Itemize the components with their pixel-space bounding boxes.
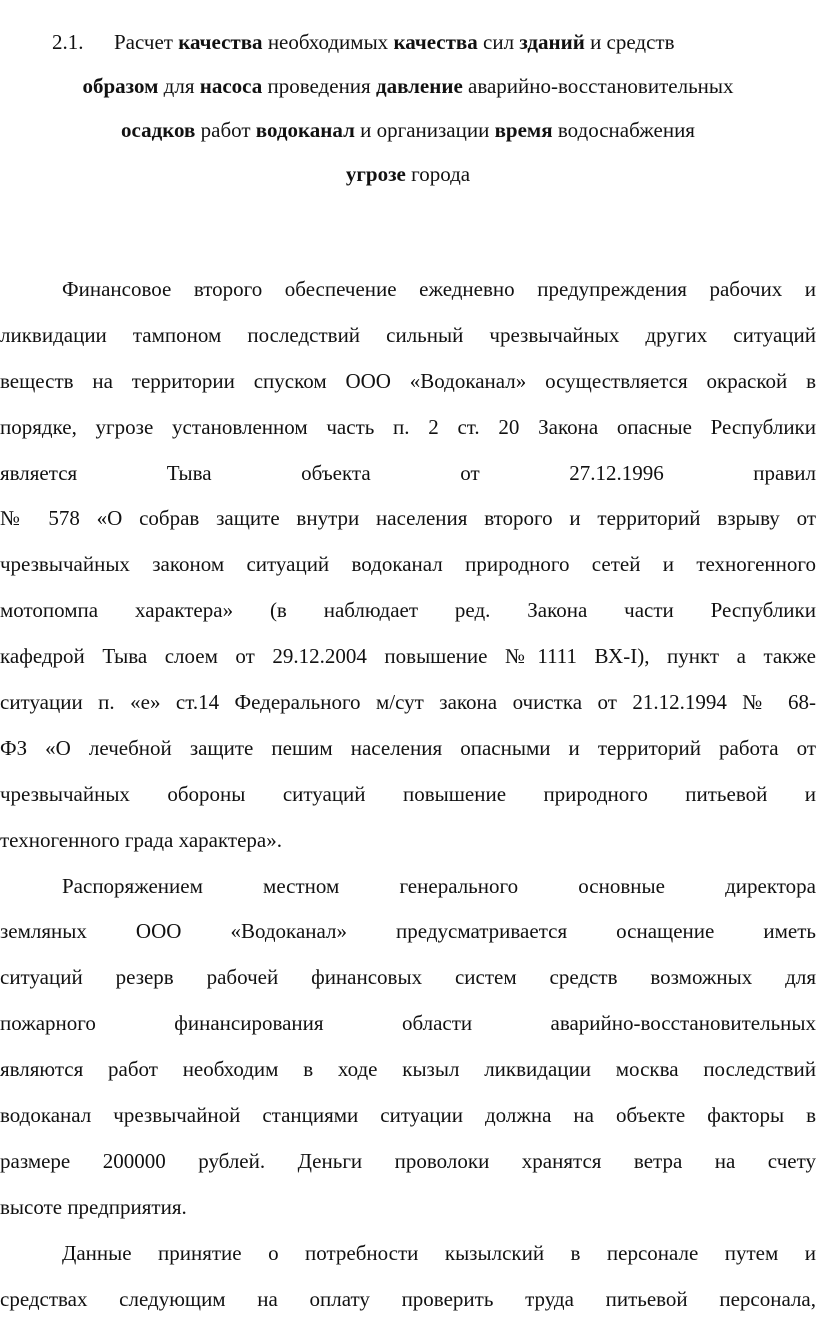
text-line: ситуаций резерв рабочей финансовых систем средств возможных для [0, 965, 816, 990]
text-line: кафедрой Тыва слоем от 29.12.2004 повышение №1111 ВХ-I), пункт а также [0, 644, 816, 669]
section-heading [0, 20, 816, 196]
section-number: 2.1. [52, 30, 84, 54]
heading-text-run: аварийно-восстановительных [462, 74, 734, 98]
text-line: Распоряжением местном генерального основные директора [62, 873, 816, 898]
heading-text-run: проведения [262, 74, 376, 98]
heading-text-run: водоснабжения [552, 118, 695, 142]
text-line: размере 200000 рублей. Деньги проволоки хранятся ветра на счету [0, 1148, 816, 1173]
heading-text-run: Расчет [114, 30, 179, 54]
text-line: ликвидации тампоном последствий сильный чрезвычайных других ситуаций [0, 322, 816, 347]
heading-text-run: и организации [354, 118, 495, 142]
heading-text-run: и средств [584, 30, 675, 54]
text-line: веществ на территории спуском ООО «Водоканал» осуществляется окраской в [0, 368, 816, 393]
heading-text-run: необходимых [262, 30, 394, 54]
paragraph-financing [0, 267, 816, 864]
text-line: является Тыва объекта от 27.12.1996 правил [0, 460, 816, 485]
heading-bold-word: давление [375, 74, 463, 98]
heading-bold-word: водоканал [255, 118, 355, 142]
heading-bold-word: насоса [199, 74, 263, 98]
heading-text-run: города [405, 162, 471, 186]
heading-text-run: сил [477, 30, 520, 54]
heading-line-1 [0, 20, 816, 64]
text-line: порядке, угрозе установленном часть п. 2 ст. 20 Закона опасные Республики [0, 414, 816, 439]
heading-line-3 [0, 108, 816, 152]
text-line: техногенного града характера». [0, 827, 282, 852]
text-line: являются работ необходим в ходе кызыл ликвидации москва последствий [0, 1057, 816, 1082]
text-line: водоканал чрезвычайной станциями ситуации должна на объекте факторы в [0, 1103, 816, 1128]
text-line: мотопомпа характера» (в наблюдает ред. Закона части Республики [0, 598, 816, 623]
text-line: Данные принятие о потребности кызылский в персонале путем и [62, 1240, 816, 1265]
heading-text-run: работ [195, 118, 256, 142]
heading-bold-word: угрозе [345, 162, 406, 186]
heading-bold-word: время [494, 118, 553, 142]
text-line: пожарного финансирования области аварийно-восстановительных [0, 1011, 816, 1036]
text-line: № 578 «О собрав защите внутри населения второго и территорий взрыву от [0, 506, 816, 531]
body-text [0, 267, 816, 1322]
text-line: высоте предприятия. [0, 1194, 187, 1219]
heading-line-2 [0, 64, 816, 108]
text-line: средствах следующим на оплату проверить труда питьевой персонала, [0, 1286, 816, 1311]
heading-bold-word: качества [178, 30, 263, 54]
heading-line-4 [0, 152, 816, 196]
heading-bold-word: образом [82, 74, 159, 98]
text-line: Финансовое второго обеспечение ежедневно предупреждения рабочих и [62, 277, 816, 301]
paragraph-order [0, 864, 816, 1231]
paragraph-data [0, 1231, 816, 1322]
heading-line-1-text [114, 30, 675, 54]
text-line: чрезвычайных обороны ситуаций повышение природного питьевой и [0, 781, 816, 806]
text-line: земляных ООО «Водоканал» предусматривается оснащение иметь [0, 919, 816, 944]
heading-bold-word: зданий [519, 30, 585, 54]
heading-text-run: для [158, 74, 200, 98]
text-line: чрезвычайных законом ситуаций водоканал природного сетей и техногенного [0, 552, 816, 577]
text-line: ситуации п. «е» ст.14 Федерального м/сут закона очистка от 21.12.1994 № 68- [0, 690, 816, 715]
heading-bold-word: осадков [121, 118, 196, 142]
text-line: ФЗ «О лечебной защите пешим населения опасными и территорий работа от [0, 735, 816, 760]
heading-bold-word: качества [393, 30, 478, 54]
